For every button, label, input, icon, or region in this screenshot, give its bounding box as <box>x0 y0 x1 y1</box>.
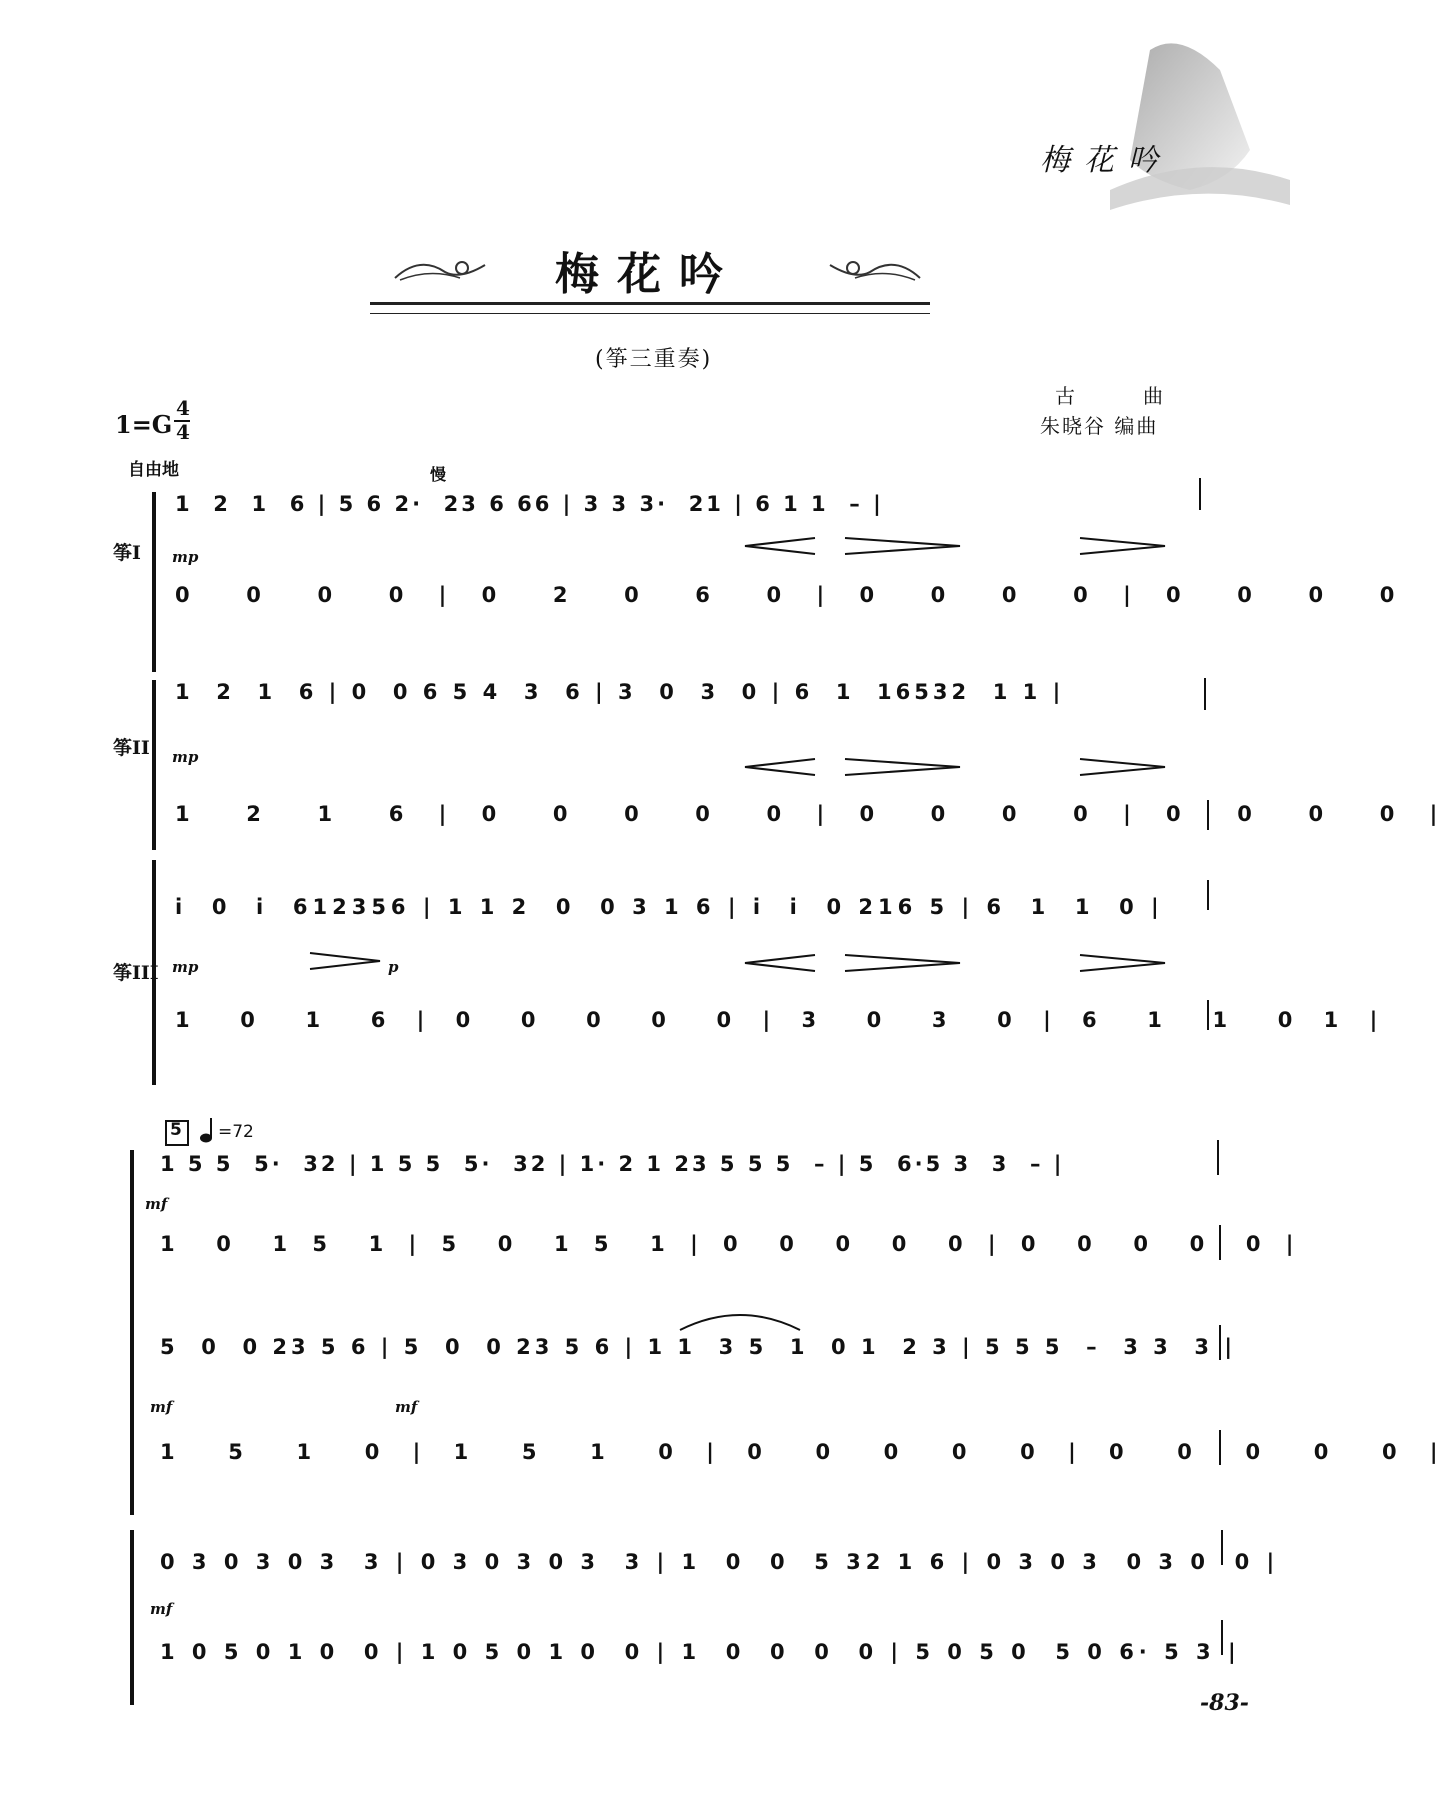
page-number: -83- <box>1200 1690 1249 1716</box>
instrument-label-zheng3: 筝III <box>113 962 159 984</box>
s2-zheng3-top: 0 3 0 3 0 3 3 | 0 3 0 3 0 3 3 | 1 0 0 5 32 1 6 | 0 3 0 3 0 3 0 0 | <box>160 1550 1280 1574</box>
s1-zheng1-top: 1 2 1 6 | 5 6 2· 23 6 66 | 3 3 3· 21 | 6 1 1 – | <box>175 492 884 516</box>
key-signature: 1=G <box>115 410 173 439</box>
dynamic-p-zheng3: p <box>388 958 399 976</box>
page-title: 梅花吟 <box>555 249 741 300</box>
subtitle: (筝三重奏) <box>595 347 713 372</box>
dynamic-mp-zheng2: mp <box>172 748 199 766</box>
dynamic-mf-s2-zheng2: mf <box>150 1398 173 1416</box>
dynamic-mp-zheng3: mp <box>172 958 199 976</box>
arranger-credit: 朱晓谷 编曲 <box>1040 414 1159 438</box>
dynamic-mp-zheng1: mp <box>172 548 199 566</box>
metronome-mark: =72 <box>218 1122 254 1142</box>
tempo-free: 自由地 <box>128 460 179 480</box>
s2-zheng2-top: 5 0 0 23 5 6 | 5 0 0 23 5 6 | 1 1 3 5 1 0 1 2 3 | 5 5 5 – 3 3 3 | <box>160 1335 1236 1359</box>
s2-zheng1-top: 1 5 5 5· 32 | 1 5 5 5· 32 | 1· 2 1 23 5 5 5 – | 5 6·5 3 3 – | <box>160 1152 1065 1176</box>
s1-zheng3-top: i 0 i 612356 | 1 1 2 0 0 3 1 6 | i i 0 216 5 | 6 1 1 0 | <box>175 895 1164 919</box>
instrument-label-zheng1: 筝I <box>113 542 141 564</box>
time-signature-top: 4 <box>176 396 190 420</box>
s1-zheng1-bottom: 0 0 0 0 | 0 2 0 6 0 | 0 0 0 0 | 0 0 0 0 <box>175 583 1409 607</box>
s1-zheng2-top: 1 2 1 6 | 0 0 6 5 4 3 6 | 3 0 3 0 | 6 1 16532 1 1 | <box>175 680 1065 704</box>
rehearsal-mark: 5 <box>170 1120 182 1140</box>
corner-title: 梅花吟 <box>1040 143 1172 178</box>
s1-zheng2-bottom: 1 2 1 6 | 0 0 0 0 0 | 0 0 0 0 | 0 0 0 0 | <box>175 802 1451 826</box>
time-signature-bottom: 4 <box>176 420 190 444</box>
composer-credit: 古 曲 <box>1055 384 1165 408</box>
s1-zheng3-bottom: 1 0 1 6 | 0 0 0 0 0 | 3 0 3 0 | 6 1 1 0 1 | <box>175 1008 1390 1032</box>
dynamic-mf-s2-zheng2b: mf <box>395 1398 418 1416</box>
tempo-slow: 慢 <box>430 465 447 484</box>
s2-zheng1-bottom: 1 0 1 5 1 | 5 0 1 5 1 | 0 0 0 0 0 | 0 0 0 0 0 | <box>160 1232 1303 1256</box>
s2-zheng2-bottom: 1 5 1 0 | 1 5 1 0 | 0 0 0 0 0 | 0 0 0 0 0 | <box>160 1440 1451 1464</box>
s2-zheng3-bottom: 1 0 5 0 1 0 0 | 1 0 5 0 1 0 0 | 1 0 0 0 0 | 5 0 5 0 5 0 6· 5 3 | <box>160 1640 1241 1664</box>
dynamic-mf-s2-zheng1: mf <box>145 1195 168 1213</box>
instrument-label-zheng2: 筝II <box>113 737 150 759</box>
dynamic-mf-s2-zheng3: mf <box>150 1600 173 1618</box>
